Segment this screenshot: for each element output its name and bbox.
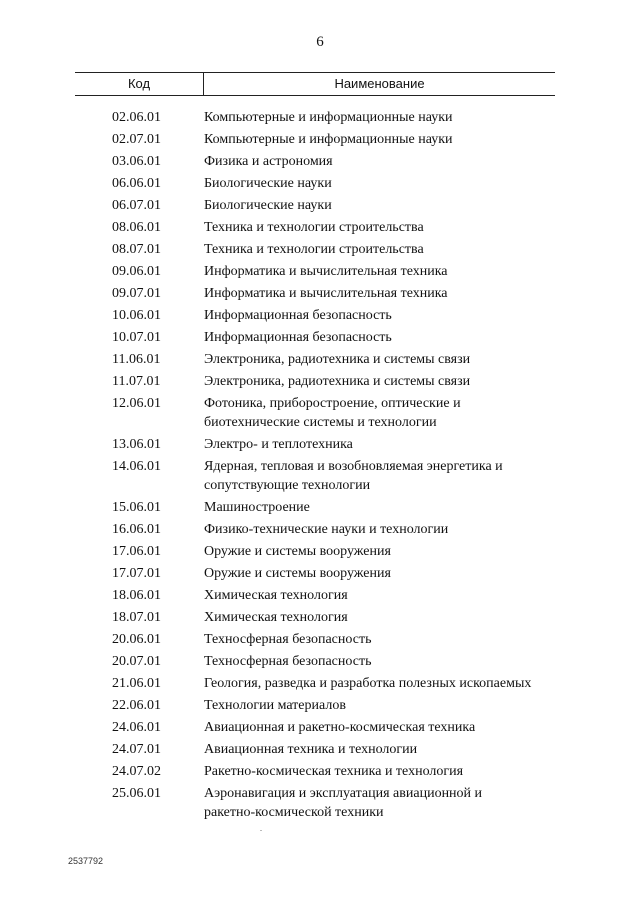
table-row bbox=[0, 784, 640, 825]
row-name: Оружие и системы вооружения bbox=[204, 544, 391, 559]
row-name: Ядерная, тепловая и возобновляемая энергетика и сопутствующие технологии bbox=[204, 459, 503, 493]
row-code: 15.06.01 bbox=[112, 500, 161, 515]
row-name: Электроника, радиотехника и системы связи bbox=[204, 352, 471, 367]
row-code: 18.06.01 bbox=[112, 588, 161, 603]
table-row bbox=[0, 240, 640, 262]
row-code: 09.07.01 bbox=[112, 286, 161, 301]
table-row bbox=[0, 328, 640, 350]
row-code: 25.06.01 bbox=[112, 786, 161, 801]
row-name: Ракетно-космическая техника и технология bbox=[204, 764, 464, 779]
scan-speck bbox=[260, 830, 262, 831]
table-row bbox=[0, 108, 640, 130]
row-name: Физико-технические науки и технологии bbox=[204, 522, 449, 537]
row-code: 13.06.01 bbox=[112, 437, 161, 452]
row-code: 08.06.01 bbox=[112, 220, 161, 235]
table-row bbox=[0, 586, 640, 608]
table-row bbox=[0, 762, 640, 784]
row-code: 12.06.01 bbox=[112, 396, 161, 411]
row-name: Техносферная безопасность bbox=[204, 654, 372, 669]
table-row bbox=[0, 652, 640, 674]
row-code: 06.06.01 bbox=[112, 176, 161, 191]
row-code: 24.07.01 bbox=[112, 742, 161, 757]
table-row bbox=[0, 174, 640, 196]
row-name: Техника и технологии строительства bbox=[204, 242, 424, 257]
row-code: 17.06.01 bbox=[112, 544, 161, 559]
row-code: 10.06.01 bbox=[112, 308, 161, 323]
row-name: Информационная безопасность bbox=[204, 330, 392, 345]
row-code: 11.07.01 bbox=[112, 374, 161, 389]
table-row bbox=[0, 435, 640, 457]
table-row bbox=[0, 608, 640, 630]
table-row bbox=[0, 630, 640, 652]
table-row bbox=[0, 674, 640, 696]
column-header-code: Код bbox=[127, 76, 151, 91]
row-name: Электроника, радиотехника и системы связи bbox=[204, 374, 471, 389]
table-row bbox=[0, 262, 640, 284]
table-body bbox=[0, 108, 640, 825]
row-code: 03.06.01 bbox=[112, 154, 161, 169]
row-code: 08.07.01 bbox=[112, 242, 161, 257]
table-row bbox=[0, 284, 640, 306]
table-row bbox=[0, 542, 640, 564]
row-name: Техносферная безопасность bbox=[204, 632, 372, 647]
row-code: 17.07.01 bbox=[112, 566, 161, 581]
row-name: Химическая технология bbox=[204, 588, 348, 603]
row-name: Фотоника, приборостроение, оптические и биотехнические системы и технологии bbox=[204, 396, 461, 430]
table-row bbox=[0, 718, 640, 740]
row-code: 09.06.01 bbox=[112, 264, 161, 279]
table-row bbox=[0, 350, 640, 372]
table-row bbox=[0, 196, 640, 218]
row-code: 16.06.01 bbox=[112, 522, 161, 537]
row-name: Биологические науки bbox=[204, 198, 332, 213]
table-row bbox=[0, 306, 640, 328]
row-name: Физика и астрономия bbox=[204, 154, 333, 169]
row-code: 20.06.01 bbox=[112, 632, 161, 647]
row-code: 22.06.01 bbox=[112, 698, 161, 713]
row-name: Информатика и вычислительная техника bbox=[204, 286, 448, 301]
row-name: Оружие и системы вооружения bbox=[204, 566, 391, 581]
row-code: 14.06.01 bbox=[112, 459, 161, 474]
page-number: 6 bbox=[316, 34, 324, 50]
row-code: 10.07.01 bbox=[112, 330, 161, 345]
table-row bbox=[0, 130, 640, 152]
row-code: 20.07.01 bbox=[112, 654, 161, 669]
table-row bbox=[0, 218, 640, 240]
row-name: Биологические науки bbox=[204, 176, 332, 191]
table-row bbox=[0, 520, 640, 542]
row-name: Машиностроение bbox=[204, 500, 310, 515]
table-row bbox=[0, 152, 640, 174]
table-row bbox=[0, 696, 640, 718]
row-code: 06.07.01 bbox=[112, 198, 161, 213]
table-row bbox=[0, 457, 640, 498]
row-name: Информационная безопасность bbox=[204, 308, 392, 323]
table-row bbox=[0, 498, 640, 520]
table-header bbox=[75, 72, 555, 96]
row-code: 11.06.01 bbox=[112, 352, 161, 367]
row-code: 24.07.02 bbox=[112, 764, 161, 779]
row-code: 02.07.01 bbox=[112, 132, 161, 147]
row-code: 18.07.01 bbox=[112, 610, 161, 625]
row-name: Электро- и теплотехника bbox=[204, 437, 353, 452]
table-row bbox=[0, 564, 640, 586]
row-code: 02.06.01 bbox=[112, 110, 161, 125]
row-code: 24.06.01 bbox=[112, 720, 161, 735]
row-code: 21.06.01 bbox=[112, 676, 161, 691]
row-name: Информатика и вычислительная техника bbox=[204, 264, 448, 279]
row-name: Компьютерные и информационные науки bbox=[204, 110, 453, 125]
row-name: Геология, разведка и разработка полезных ископаемых bbox=[204, 676, 532, 691]
document-id: 2537792 bbox=[68, 856, 104, 866]
row-name: Авиационная техника и технологии bbox=[204, 742, 418, 757]
row-name: Компьютерные и информационные науки bbox=[204, 132, 453, 147]
table-row bbox=[0, 394, 640, 435]
row-name: Техника и технологии строительства bbox=[204, 220, 424, 235]
row-name: Технологии материалов bbox=[204, 698, 346, 713]
table-row bbox=[0, 372, 640, 394]
table-row bbox=[0, 740, 640, 762]
row-name: Авиационная и ракетно-космическая техника bbox=[204, 720, 476, 735]
row-name: Химическая технология bbox=[204, 610, 348, 625]
column-header-name: Наименование bbox=[334, 76, 425, 91]
row-name: Аэронавигация и эксплуатация авиационной и ракетно-космической техники bbox=[204, 786, 483, 820]
